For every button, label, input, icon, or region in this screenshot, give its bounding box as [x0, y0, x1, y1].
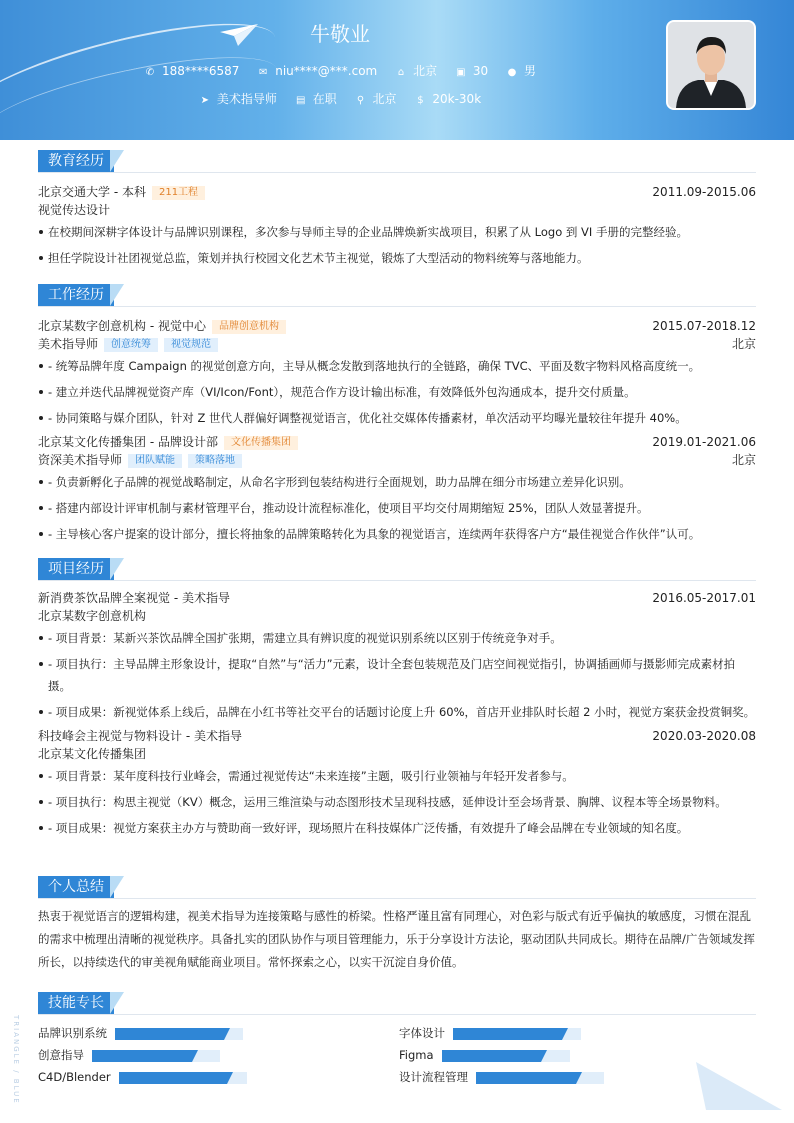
education-bullets: [38, 219, 756, 271]
side-watermark: TRIANGLE / BLUE: [12, 1015, 20, 1105]
project-org: 北京某文化传播集团: [38, 747, 147, 761]
section-title: 教育经历: [38, 150, 114, 172]
skill-bar: [442, 1050, 570, 1062]
skill-bar: [476, 1072, 604, 1084]
company-name: 北京某数字创意机构 - 视觉中心: [38, 319, 206, 333]
intent-position: ➤ 美术指导师: [200, 92, 277, 106]
work-bullets: [38, 469, 756, 547]
major: 视觉传达设计: [38, 203, 111, 217]
skill-tag: 视觉规范: [164, 338, 218, 352]
list-item: - 协同策略与媒介团队，针对 Z 世代人群偏好调整视觉语言，优化社交媒体传播素材，单次活动平均曝光量较往年提升 40%。: [38, 405, 756, 431]
list-item: - 项目执行：主导品牌主形象设计，提取“自然”与“活力”元素，设计全套包装规范及门店空间视觉指引，协调插画师与摄影师完成素材拍摄。: [38, 651, 756, 699]
section-title: 技能专长: [38, 992, 114, 1014]
person-portrait-icon: [668, 22, 754, 108]
candidate-name: 牛敬业: [310, 22, 370, 46]
school-tag: 211工程: [152, 186, 205, 200]
list-item: - 项目背景：某新兴茶饮品牌全国扩张期，需建立具有辨识度的视觉识别系统以区别于传统竞争对手。: [38, 625, 756, 651]
contact-age: ▣ 30: [456, 64, 489, 78]
section-header: [38, 558, 756, 581]
education-date: 2011.09-2015.06: [652, 185, 756, 199]
skill-bar: [92, 1050, 220, 1062]
work-city: 北京: [731, 337, 756, 351]
section-title: 项目经历: [38, 558, 114, 580]
project-title: 科技峰会主视觉与物料设计 - 美术指导: [38, 729, 242, 743]
job-title: 资深美术指导师: [38, 453, 123, 467]
section-title: 工作经历: [38, 284, 114, 306]
section-header: [38, 284, 756, 307]
projects-section: [38, 558, 756, 841]
home-icon: ⌂: [397, 67, 405, 78]
skill-name: 字体设计: [399, 1026, 445, 1040]
age-icon: ▣: [456, 67, 466, 78]
send-icon: ➤: [200, 95, 210, 106]
skill-item: [399, 1047, 570, 1063]
skill-name: 设计流程管理: [399, 1070, 468, 1084]
summary-section: [38, 876, 756, 974]
intent-salary: $ 20k-30k: [414, 92, 481, 106]
project-date: 2020.03-2020.08: [652, 729, 756, 743]
mail-icon: ✉: [259, 67, 268, 78]
work-role-row: [38, 335, 756, 353]
phone-icon: ✆: [145, 67, 155, 78]
section-header: [38, 992, 756, 1015]
work-city: 北京: [731, 453, 756, 467]
summary-text: 热衷于视觉语言的逻辑构建，视美术指导为连接策略与感性的桥梁。性格严谨且富有同理心，对色彩与版式有近乎偏执的敏感度，习惯在混乱的需求中梳理出清晰的视觉秩序。具备扎实的团队协作与项目管理能力，乐于分享设计方法论，驱动团队共同成长。期待在品牌/广告领域发挥所长，以持续迭代的审美视角赋能商业项目。常怀探索之心，以实干沉淀自身价值。: [38, 909, 755, 969]
skill-bar-fill: [92, 1050, 192, 1062]
list-item: - 项目背景：某年度科技行业峰会，需通过视觉传达“未来连接”主题，吸引行业领袖与年轻开发者参与。: [38, 763, 756, 789]
list-item: 担任学院设计社团视觉总监，策划并执行校园文化艺术节主视觉，锻炼了大型活动的物料统筹与落地能力。: [38, 245, 756, 271]
project-bullets: [38, 625, 756, 725]
list-item: - 统筹品牌年度 Campaign 的视觉创意方向，主导从概念发散到落地执行的全链路，确保 TVC、平面及数字物料风格高度统一。: [38, 353, 756, 379]
intent-status: ▤ 在职: [295, 92, 337, 106]
project-date: 2016.05-2017.01: [652, 591, 756, 605]
skill-name: Figma: [399, 1048, 434, 1062]
section-title: 个人总结: [38, 876, 114, 898]
contact-email: ✉ niu****@***.com: [259, 64, 378, 78]
company-name: 北京某文化传播集团 - 品牌设计部: [38, 435, 218, 449]
project-title: 新消费茶饮品牌全案视觉 - 美术指导: [38, 591, 230, 605]
work-section: [38, 284, 756, 547]
work-entry-header: [38, 433, 756, 451]
list-item: - 项目成果：新视觉体系上线后，品牌在小红书等社交平台的话题讨论度上升 60%，首店开业排队时长超 2 小时，视觉方案获金投赏铜奖。: [38, 699, 756, 725]
intent-city: ⚲ 北京: [355, 90, 397, 107]
work-role-row: [38, 451, 756, 469]
avatar-photo: [666, 20, 756, 110]
skill-item: [399, 1025, 581, 1041]
project-org: 北京某数字创意机构: [38, 609, 147, 623]
skill-bar-fill: [119, 1072, 228, 1084]
section-header: [38, 876, 756, 899]
skill-name: 品牌识别系统: [38, 1026, 107, 1040]
skill-tag: 创意统筹: [104, 338, 158, 352]
list-item: - 搭建内部设计评审机制与素材管理平台，推动设计流程标准化，使项目平均交付周期缩短 25%，团队人效显著提升。: [38, 495, 756, 521]
work-date: 2015.07-2018.12: [652, 319, 756, 333]
skill-item: [38, 1025, 243, 1041]
header-banner: [0, 0, 794, 140]
skill-bar: [115, 1028, 243, 1040]
skill-name: 创意指导: [38, 1048, 84, 1062]
status-icon: ▤: [295, 95, 306, 106]
company-tag: 文化传播集团: [224, 436, 298, 450]
list-item: - 项目成果：视觉方案获主办方与赞助商一致好评，现场照片在科技媒体广泛传播，有效提升了峰会品牌在专业领域的知名度。: [38, 815, 756, 841]
skill-tag: 策略落地: [188, 454, 242, 468]
list-item: 在校期间深耕字体设计与品牌识别课程，多次参与导师主导的企业品牌焕新实战项目，积累了从 Logo 到 VI 手册的完整经验。: [38, 219, 756, 245]
work-entry-header: [38, 317, 756, 335]
skills-section: [38, 992, 756, 1015]
corner-triangle-icon: [696, 1062, 786, 1112]
intent-row: [0, 90, 680, 107]
skill-tag: 团队赋能: [128, 454, 182, 468]
contact-city: ⌂ 北京: [395, 62, 437, 79]
project-header: [38, 589, 756, 607]
skill-bar: [119, 1072, 247, 1084]
skill-name: C4D/Blender: [38, 1070, 111, 1084]
skill-item: [399, 1069, 604, 1085]
location-icon: ⚲: [356, 95, 365, 106]
skill-bar-fill: [453, 1028, 562, 1040]
school-name: 北京交通大学 - 本科: [38, 185, 146, 199]
project-bullets: [38, 763, 756, 841]
list-item: - 负责新孵化子品牌的视觉战略制定，从命名字形到包装结构进行全面规划，助力品牌在细分市场建立差异化识别。: [38, 469, 756, 495]
section-header: [38, 150, 756, 173]
company-tag: 品牌创意机构: [212, 320, 286, 334]
contact-row: [0, 62, 680, 79]
work-date: 2019.01-2021.06: [652, 435, 756, 449]
skill-bar-fill: [476, 1072, 576, 1084]
contact-phone: ✆ 188****6587: [145, 64, 240, 78]
skill-bar-fill: [115, 1028, 224, 1040]
contact-gender: ● 男: [507, 64, 537, 78]
list-item: - 建立并迭代品牌视觉资产库（VI/Icon/Font），规范合作方设计输出标准，有效降低外包沟通成本，提升交付质量。: [38, 379, 756, 405]
skill-bar-fill: [442, 1050, 542, 1062]
list-item: - 主导核心客户提案的设计部分，擅长将抽象的品牌策略转化为具象的视觉语言，连续两年获得客户方“最佳视觉合作伙伴”认可。: [38, 521, 756, 547]
skill-item: [38, 1069, 247, 1085]
gender-icon: ●: [507, 67, 517, 78]
education-section: [38, 150, 756, 271]
skill-item: [38, 1047, 220, 1063]
skill-bar: [453, 1028, 581, 1040]
job-title: 美术指导师: [38, 337, 99, 351]
work-bullets: [38, 353, 756, 431]
education-entry: [38, 183, 756, 201]
project-header: [38, 727, 756, 745]
list-item: - 项目执行：构思主视觉（KV）概念，运用三维渲染与动态图形技术呈现科技感，延伸设计至会场背景、胸牌、议程本等全场景物料。: [38, 789, 756, 815]
salary-icon: $: [417, 95, 424, 106]
